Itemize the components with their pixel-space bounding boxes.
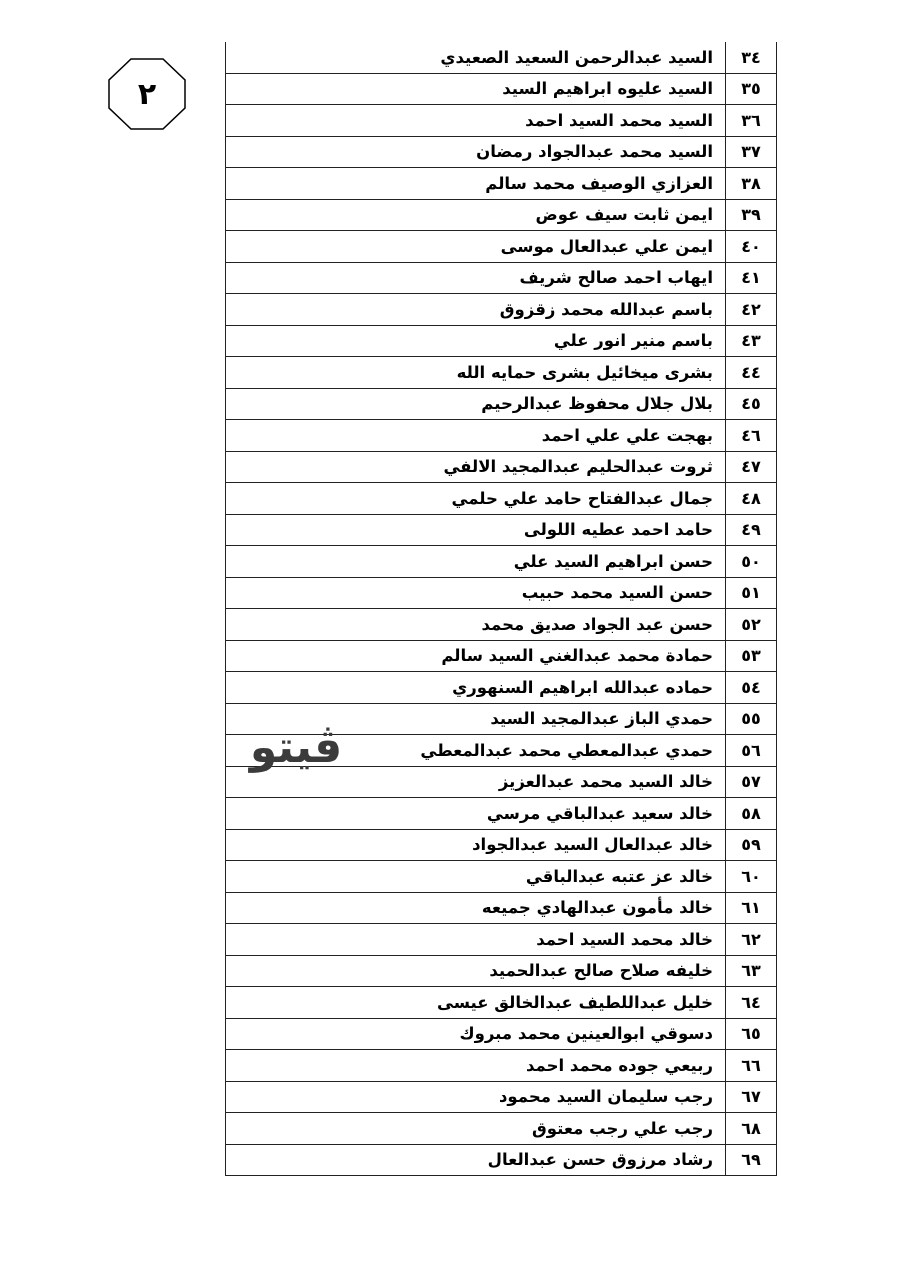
row-number: ٦١ (726, 892, 777, 924)
watermark-text: ڤيتو (249, 721, 343, 773)
row-number: ٦٣ (726, 955, 777, 987)
table-row (226, 546, 777, 578)
row-name: باسم عبدالله محمد زقزوق (226, 294, 726, 326)
row-number: ٦٢ (726, 924, 777, 956)
row-name: حسن السيد محمد حبيب (226, 577, 726, 609)
page-number-badge (108, 58, 186, 130)
page-number: ٢ (137, 76, 157, 112)
table-row (226, 231, 777, 263)
table-row (226, 136, 777, 168)
row-number: ٤٩ (726, 514, 777, 546)
table-row (226, 1050, 777, 1082)
row-name: خليل عبداللطيف عبدالخالق عيسى (226, 987, 726, 1019)
row-number: ٤٣ (726, 325, 777, 357)
row-name: ربيعي جوده محمد احمد (226, 1050, 726, 1082)
row-name: خالد عز عتبه عبدالباقي (226, 861, 726, 893)
row-number: ٥٢ (726, 609, 777, 641)
row-name: السيد محمد عبدالجواد رمضان (226, 136, 726, 168)
row-name: السيد عبدالرحمن السعيد الصعيدي (226, 42, 726, 73)
row-name: حمدي عبدالمعطي محمد عبدالمعطي (226, 735, 726, 767)
table-row (226, 294, 777, 326)
row-name: خالد السيد محمد عبدالعزيز (226, 766, 726, 798)
row-name: بهجت علي علي احمد (226, 420, 726, 452)
row-number: ٣٧ (726, 136, 777, 168)
row-number: ٦٤ (726, 987, 777, 1019)
row-name: ايمن ثابت سيف عوض (226, 199, 726, 231)
row-name: بشرى ميخائيل بشرى حمايه الله (226, 357, 726, 389)
table-row (226, 325, 777, 357)
row-number: ٣٩ (726, 199, 777, 231)
row-name: جمال عبدالفتاح حامد علي حلمي (226, 483, 726, 515)
table-row (226, 955, 777, 987)
row-name: حمادة محمد عبدالغني السيد سالم (226, 640, 726, 672)
row-number: ٣٨ (726, 168, 777, 200)
row-name: السيد عليوه ابراهيم السيد (226, 73, 726, 105)
row-name: خالد سعيد عبدالباقي مرسي (226, 798, 726, 830)
row-number: ٣٥ (726, 73, 777, 105)
row-number: ٦٨ (726, 1113, 777, 1145)
row-number: ٤١ (726, 262, 777, 294)
row-name: خالد محمد السيد احمد (226, 924, 726, 956)
table-row (226, 42, 777, 73)
row-number: ٦٥ (726, 1018, 777, 1050)
table-row (226, 609, 777, 641)
table-row (226, 388, 777, 420)
watermark-logo (222, 716, 370, 778)
row-name: ثروت عبدالحليم عبدالمجيد الالفي (226, 451, 726, 483)
table-row (226, 1018, 777, 1050)
row-number: ٦٠ (726, 861, 777, 893)
table-row (226, 1081, 777, 1113)
row-number: ٣٤ (726, 42, 777, 73)
row-name: حامد احمد عطيه اللولى (226, 514, 726, 546)
row-name: رجب علي رجب معتوق (226, 1113, 726, 1145)
row-number: ٥٦ (726, 735, 777, 767)
row-name: حمدي الباز عبدالمجيد السيد (226, 703, 726, 735)
table-row (226, 672, 777, 704)
row-number: ٤٧ (726, 451, 777, 483)
row-number: ٤٦ (726, 420, 777, 452)
row-name: رجب سليمان السيد محمود (226, 1081, 726, 1113)
row-name: خالد مأمون عبدالهادي جميعه (226, 892, 726, 924)
row-number: ٥٧ (726, 766, 777, 798)
row-name: خليفه صلاح صالح عبدالحميد (226, 955, 726, 987)
table-row (226, 105, 777, 137)
row-name: ايمن علي عبدالعال موسى (226, 231, 726, 263)
table-row (226, 451, 777, 483)
row-number: ٥١ (726, 577, 777, 609)
table-row (226, 357, 777, 389)
row-number: ٦٧ (726, 1081, 777, 1113)
row-name: حسن ابراهيم السيد علي (226, 546, 726, 578)
table-row (226, 73, 777, 105)
row-number: ٥٣ (726, 640, 777, 672)
row-number: ٤٢ (726, 294, 777, 326)
row-name: رشاد مرزوق حسن عبدالعال (226, 1144, 726, 1176)
row-name: ايهاب احمد صالح شريف (226, 262, 726, 294)
row-number: ٤٤ (726, 357, 777, 389)
row-number: ٥٥ (726, 703, 777, 735)
row-name: السيد محمد السيد احمد (226, 105, 726, 137)
row-name: دسوقي ابوالعينين محمد مبروك (226, 1018, 726, 1050)
table-row (226, 861, 777, 893)
row-number: ٤٠ (726, 231, 777, 263)
row-number: ٥٩ (726, 829, 777, 861)
row-name: بلال جلال محفوظ عبدالرحيم (226, 388, 726, 420)
row-name: باسم منير انور علي (226, 325, 726, 357)
table-row (226, 640, 777, 672)
row-number: ٥٠ (726, 546, 777, 578)
table-row (226, 262, 777, 294)
row-name: حسن عبد الجواد صديق محمد (226, 609, 726, 641)
table-row (226, 924, 777, 956)
table-row (226, 577, 777, 609)
row-name: حماده عبدالله ابراهيم السنهوري (226, 672, 726, 704)
row-number: ٤٨ (726, 483, 777, 515)
row-name: خالد عبدالعال السيد عبدالجواد (226, 829, 726, 861)
table-row (226, 483, 777, 515)
table-row (226, 892, 777, 924)
table-row (226, 199, 777, 231)
row-number: ٦٩ (726, 1144, 777, 1176)
row-number: ٣٦ (726, 105, 777, 137)
row-number: ٥٨ (726, 798, 777, 830)
names-table (225, 42, 777, 1176)
row-number: ٤٥ (726, 388, 777, 420)
table-row (226, 168, 777, 200)
table-row (226, 514, 777, 546)
row-number: ٥٤ (726, 672, 777, 704)
table-row (226, 420, 777, 452)
row-name: العزازي الوصيف محمد سالم (226, 168, 726, 200)
table-row (226, 987, 777, 1019)
table-row (226, 1144, 777, 1176)
table-row (226, 829, 777, 861)
table-row (226, 1113, 777, 1145)
table-row (226, 798, 777, 830)
row-number: ٦٦ (726, 1050, 777, 1082)
